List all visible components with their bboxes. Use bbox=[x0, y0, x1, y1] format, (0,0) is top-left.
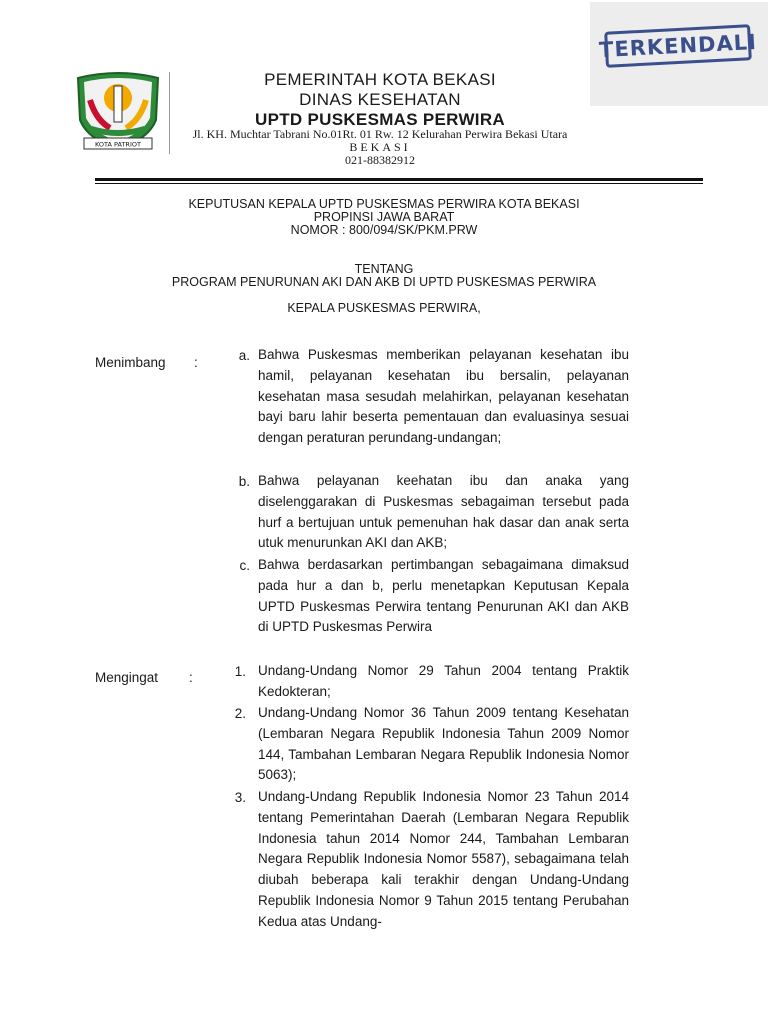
mengingat-label: Mengingat bbox=[95, 670, 159, 685]
logo-ribbon-text: KOTA PATRIOT bbox=[95, 140, 141, 149]
mengingat-mark-2: 2. bbox=[234, 706, 246, 721]
title-line-2: PROPINSI JAWA BARAT bbox=[313, 210, 455, 224]
menimbang-mark-c: c. bbox=[239, 558, 250, 573]
menimbang-label: Menimbang bbox=[95, 355, 166, 370]
header-phone: 021-88382912 bbox=[345, 153, 415, 167]
title-line-1: KEPUTUSAN KEPALA UPTD PUSKESMAS PERWIRA KOTA BEKASI bbox=[188, 197, 580, 211]
header-rule-thin bbox=[95, 183, 703, 184]
mengingat-mark-1: 1. bbox=[234, 664, 246, 679]
terkendali-stamp: TERKENDALI bbox=[604, 24, 752, 68]
header-line-2: DINAS KESEHATAN bbox=[299, 90, 461, 109]
menimbang-mark-b: b. bbox=[238, 474, 250, 489]
menimbang-item-b: Bahwa pelayanan keehatan ibu dan anaka yang diselenggarakan di Puskesmas sebagaiman tersebut pada hurf a bertujuan untuk pemenuhan hak dasar dan anak serta utuk menurunkan AKI dan AKB; bbox=[258, 473, 629, 551]
title-program: PROGRAM PENURUNAN AKI DAN AKB DI UPTD PUSKESMAS PERWIRA bbox=[171, 275, 597, 289]
city-logo-icon bbox=[70, 70, 166, 156]
mengingat-mark-3: 3. bbox=[234, 790, 246, 805]
header-address: Jl. KH. Muchtar Tabrani No.01Rt. 01 Rw. 12 Kelurahan Perwira Bekasi Utara bbox=[192, 127, 568, 141]
menimbang-item-a: Bahwa Puskesmas memberikan pelayanan kesehatan ibu hamil, pelayanan kesehatan ibu bersalin, pelayanan kesehatan masa sesudah melahirkan, pelayanan kesehatan bayi baru lahir beserta pementauan dan evaluasinya sesuai dengan peraturan perundang-undangan; bbox=[258, 347, 629, 446]
mengingat-item-3: Undang-Undang Republik Indonesia Nomor 23 Tahun 2014 tentang Pemerintahan Daerah (Lembaran Negara Republik Indonesia tahun 2014 Nomor 244, Tambahan Lembaran Negara Republik Indonesia Nomor 5587), sebagaimana telah diubah beberapa kali terakhir dengan Undang-Undang Republik Indonesia Nomor 9 Tahun 2015 tentang Perubahan Kedua atas Undang- bbox=[258, 789, 629, 929]
header-rule-thick bbox=[95, 178, 703, 181]
header-line-3: UPTD PUSKESMAS PERWIRA bbox=[255, 110, 505, 129]
menimbang-item-c: Bahwa berdasarkan pertimbangan sebagaimana dimaksud pada hur a dan b, perlu menetapkan Keputusan Kepala UPTD Puskesmas Perwira tentang Penurunan AKI dan AKB di UPTD Puskesmas Perwira bbox=[258, 557, 629, 635]
title-tentang: TENTANG bbox=[354, 262, 414, 276]
mengingat-item-2: Undang-Undang Nomor 36 Tahun 2009 tentang Kesehatan (Lembaran Negara Republik Indonesia Tahun 2009 Nomor 144, Tambahan Lembaran Negara Republik Indonesia Nomor 5063); bbox=[258, 705, 629, 783]
title-nomor: NOMOR : 800/094/SK/PKM.PRW bbox=[290, 223, 478, 237]
mengingat-colon: : bbox=[189, 670, 193, 685]
header-city: BEKASI bbox=[349, 140, 411, 154]
mengingat-item-1: Undang-Undang Nomor 29 Tahun 2004 tentang Praktik Kedokteran; bbox=[258, 663, 629, 699]
menimbang-mark-a: a. bbox=[238, 348, 250, 363]
title-kepala: KEPALA PUSKESMAS PERWIRA, bbox=[287, 301, 481, 315]
menimbang-colon: : bbox=[194, 355, 198, 370]
header-line-1: PEMERINTAH KOTA BEKASI bbox=[264, 70, 496, 89]
